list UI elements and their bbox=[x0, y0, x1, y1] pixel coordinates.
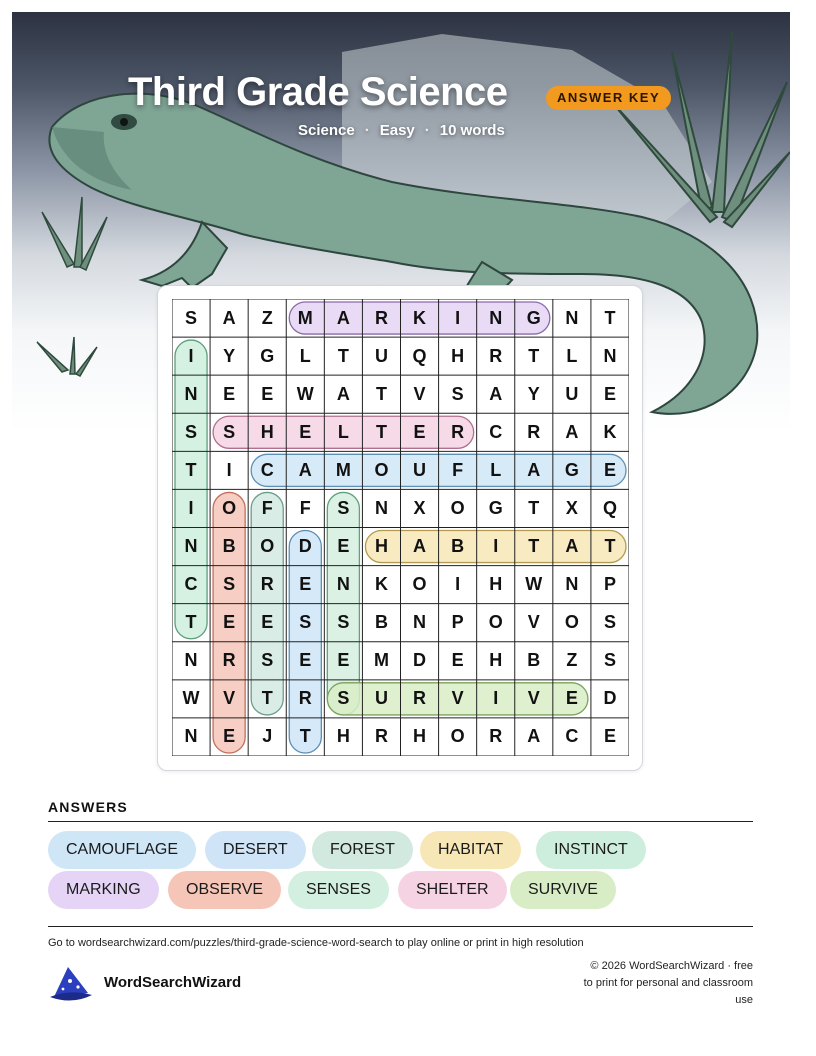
grid-cell[interactable]: L bbox=[337, 421, 349, 442]
grid-cell[interactable]: B bbox=[374, 612, 388, 633]
grid-cell[interactable]: N bbox=[184, 726, 198, 747]
grid-cell[interactable]: R bbox=[260, 574, 274, 595]
grid-cell[interactable]: K bbox=[374, 574, 388, 595]
grid-cell[interactable]: O bbox=[222, 497, 237, 518]
grid-cell[interactable]: T bbox=[604, 536, 616, 557]
answer-pill-shelter: SHELTER bbox=[398, 871, 507, 909]
grid-cell[interactable]: O bbox=[450, 726, 465, 747]
grid-cell[interactable]: P bbox=[603, 574, 616, 595]
grid-cell[interactable]: O bbox=[374, 459, 389, 480]
grid-cell[interactable]: X bbox=[565, 497, 578, 518]
grid-cell[interactable]: E bbox=[299, 574, 312, 595]
grid-cell[interactable]: F bbox=[299, 497, 311, 518]
grid-cell[interactable]: E bbox=[299, 421, 312, 442]
grid-cell[interactable]: R bbox=[413, 688, 427, 709]
grid-cell[interactable]: T bbox=[299, 726, 311, 747]
wizard-hat-icon bbox=[48, 963, 94, 1008]
grid-cell[interactable]: T bbox=[185, 459, 197, 480]
separator-dot: · bbox=[424, 122, 430, 139]
grid-cell[interactable]: Q bbox=[602, 497, 617, 518]
grid-cell[interactable]: E bbox=[261, 612, 274, 633]
grid-cell[interactable]: Z bbox=[566, 650, 578, 671]
grid-cell[interactable]: H bbox=[489, 650, 503, 671]
grid-cell[interactable]: P bbox=[451, 612, 464, 633]
grid-cell[interactable]: S bbox=[603, 612, 616, 633]
grid-cell[interactable]: A bbox=[527, 459, 541, 480]
grid-cell[interactable]: O bbox=[564, 612, 579, 633]
grid-cell[interactable]: N bbox=[374, 497, 388, 518]
grid-cell[interactable]: C bbox=[260, 459, 274, 480]
grid-cell[interactable]: E bbox=[261, 383, 274, 404]
footer-link[interactable]: Go to wordsearchwizard.com/puzzles/third-grade-science-word-search to play online or print in high resolution bbox=[48, 937, 584, 949]
answer-pill-marking: MARKING bbox=[48, 871, 159, 909]
divider bbox=[48, 821, 753, 822]
grid-cell[interactable]: S bbox=[337, 612, 350, 633]
answer-pill-observe: OBSERVE bbox=[168, 871, 281, 909]
grid-cell[interactable]: I bbox=[493, 688, 499, 709]
grid-cell[interactable]: N bbox=[184, 536, 198, 557]
grid-cell[interactable]: G bbox=[260, 345, 275, 366]
grid-cell[interactable]: O bbox=[488, 612, 503, 633]
grid-cell[interactable]: K bbox=[603, 421, 617, 442]
answer-pill-desert: DESERT bbox=[205, 831, 306, 869]
grid-cell[interactable]: T bbox=[604, 307, 616, 328]
grid-cell[interactable]: L bbox=[299, 345, 311, 366]
grid-cell[interactable]: M bbox=[373, 650, 389, 671]
grid-cell[interactable]: R bbox=[374, 726, 388, 747]
grid-cell[interactable]: H bbox=[336, 726, 350, 747]
grid-cell[interactable]: N bbox=[489, 307, 503, 328]
separator-dot: · bbox=[364, 122, 370, 139]
grid-cell[interactable]: U bbox=[413, 459, 427, 480]
grid-cell[interactable]: A bbox=[298, 459, 312, 480]
answer-pill-forest: FOREST bbox=[312, 831, 413, 869]
answer-pill-camouflage: CAMOUFLAGE bbox=[48, 831, 196, 869]
grid-cell[interactable]: R bbox=[374, 307, 388, 328]
grid-cell[interactable]: S bbox=[185, 421, 198, 442]
subject-label: Science bbox=[298, 122, 355, 139]
grid-cell[interactable]: E bbox=[603, 459, 616, 480]
grid-cell[interactable]: H bbox=[489, 574, 503, 595]
word-count-label: 10 words bbox=[439, 122, 505, 139]
grid-cell[interactable]: D bbox=[298, 536, 312, 557]
grid-cell[interactable]: S bbox=[337, 688, 350, 709]
grid-cell[interactable]: E bbox=[565, 688, 578, 709]
grid-cell[interactable]: T bbox=[528, 536, 540, 557]
grid-cell[interactable]: A bbox=[489, 383, 503, 404]
divider bbox=[48, 926, 753, 927]
grid-cell[interactable]: E bbox=[223, 383, 236, 404]
grid-cell[interactable]: V bbox=[527, 688, 540, 709]
grid-cell[interactable]: I bbox=[455, 574, 461, 595]
grid-cell[interactable]: A bbox=[336, 307, 350, 328]
brand-name: WordSearchWizard bbox=[104, 974, 242, 991]
grid-cell[interactable]: T bbox=[375, 383, 387, 404]
grid-cell[interactable]: I bbox=[226, 459, 232, 480]
grid-cell[interactable]: J bbox=[262, 726, 273, 747]
grid-cell[interactable]: N bbox=[603, 345, 617, 366]
grid-cell[interactable]: F bbox=[261, 497, 273, 518]
grid-cell[interactable]: R bbox=[298, 688, 312, 709]
letter-grid bbox=[172, 299, 629, 756]
puzzle-meta bbox=[298, 122, 505, 139]
grid-cell[interactable]: H bbox=[260, 421, 274, 442]
grid-cell[interactable]: R bbox=[489, 726, 503, 747]
answer-pill-survive: SURVIVE bbox=[510, 871, 616, 909]
grid-cell[interactable]: E bbox=[223, 726, 236, 747]
grid-cell[interactable]: L bbox=[490, 459, 502, 480]
grid-cell[interactable]: W bbox=[525, 574, 543, 595]
grid-cell[interactable]: B bbox=[527, 650, 541, 671]
grid-cell[interactable]: N bbox=[565, 307, 579, 328]
grid-cell[interactable]: T bbox=[528, 345, 540, 366]
grid-cell[interactable]: A bbox=[222, 307, 236, 328]
grid-cell[interactable]: F bbox=[452, 459, 464, 480]
grid-cell[interactable]: I bbox=[188, 345, 194, 366]
grid-cell[interactable]: S bbox=[185, 307, 198, 328]
grid-cell[interactable]: V bbox=[223, 688, 236, 709]
grid-cell[interactable]: N bbox=[565, 574, 579, 595]
grid-cell[interactable]: M bbox=[335, 459, 351, 480]
grid-cell[interactable]: T bbox=[261, 688, 273, 709]
grid-cell[interactable]: E bbox=[413, 421, 426, 442]
grid-cell[interactable]: A bbox=[565, 536, 579, 557]
grid-cell[interactable]: O bbox=[260, 536, 275, 557]
grid-cell[interactable]: N bbox=[184, 650, 198, 671]
grid-cell[interactable]: C bbox=[184, 574, 198, 595]
grid-cell[interactable]: Q bbox=[412, 345, 427, 366]
grid-cell[interactable]: D bbox=[603, 688, 617, 709]
grid-cell[interactable]: E bbox=[603, 726, 616, 747]
grid-cell[interactable]: I bbox=[493, 536, 499, 557]
page-title: Third Grade Science bbox=[128, 70, 508, 114]
grid-cell[interactable]: E bbox=[337, 536, 350, 557]
grid-cell[interactable]: N bbox=[413, 612, 427, 633]
grid-cell[interactable]: H bbox=[374, 536, 388, 557]
grid-cell[interactable]: R bbox=[489, 345, 503, 366]
grid-cell[interactable]: W bbox=[296, 383, 314, 404]
grid-cell[interactable]: I bbox=[188, 497, 194, 518]
grid-cell[interactable]: G bbox=[564, 459, 579, 480]
grid-cell[interactable]: A bbox=[413, 536, 427, 557]
grid-cell[interactable]: G bbox=[526, 307, 541, 328]
grid-cell[interactable]: A bbox=[336, 383, 350, 404]
grid-cell[interactable]: B bbox=[222, 536, 236, 557]
grid-cell[interactable]: Y bbox=[527, 383, 540, 404]
grid-cell[interactable]: T bbox=[528, 497, 540, 518]
grid-cell[interactable]: M bbox=[297, 307, 313, 328]
grid-cell[interactable]: T bbox=[337, 345, 349, 366]
grid-cell[interactable]: X bbox=[413, 497, 426, 518]
grid-cell[interactable]: S bbox=[223, 421, 236, 442]
answer-pill-senses: SENSES bbox=[288, 871, 389, 909]
grid-cell[interactable]: O bbox=[450, 497, 465, 518]
grid-cell[interactable]: D bbox=[413, 650, 427, 671]
grid-cell[interactable]: S bbox=[451, 383, 464, 404]
grid-cell[interactable]: U bbox=[565, 383, 579, 404]
grid-cell[interactable]: B bbox=[451, 536, 465, 557]
grid-cell[interactable]: E bbox=[337, 650, 350, 671]
grid-cell[interactable]: I bbox=[455, 307, 461, 328]
grid-cell[interactable]: V bbox=[451, 688, 464, 709]
grid-cell[interactable]: N bbox=[336, 574, 350, 595]
grid-cell[interactable]: Y bbox=[223, 345, 236, 366]
grid-cell[interactable]: C bbox=[565, 726, 579, 747]
grid-cell[interactable]: A bbox=[565, 421, 579, 442]
grid-cell[interactable]: H bbox=[451, 345, 465, 366]
answer-pill-instinct: INSTINCT bbox=[536, 831, 646, 869]
grid-cell[interactable]: E bbox=[603, 383, 616, 404]
copyright-notice: © 2026 WordSearchWizard · free to print for personal and classroom use bbox=[583, 960, 753, 1006]
grid-cell[interactable]: N bbox=[184, 383, 198, 404]
grid-cell[interactable]: S bbox=[223, 574, 236, 595]
grid-cell[interactable]: R bbox=[451, 421, 465, 442]
grid-cell[interactable]: K bbox=[413, 307, 427, 328]
grid-cell[interactable]: W bbox=[182, 688, 200, 709]
answer-key-badge: ANSWER KEY bbox=[546, 86, 671, 110]
grid-cell[interactable]: S bbox=[337, 497, 350, 518]
grid-cell[interactable]: E bbox=[223, 612, 236, 633]
grid-cell[interactable]: R bbox=[222, 650, 236, 671]
grid-cell[interactable]: A bbox=[527, 726, 541, 747]
difficulty-label: Easy bbox=[379, 122, 415, 139]
answers-heading: ANSWERS bbox=[48, 799, 128, 815]
grid-cell[interactable]: C bbox=[489, 421, 503, 442]
grid-cell[interactable]: E bbox=[299, 650, 312, 671]
grid-cell[interactable]: S bbox=[261, 650, 274, 671]
answer-pill-habitat: HABITAT bbox=[420, 831, 521, 869]
grid-cell[interactable]: T bbox=[375, 421, 387, 442]
grid-cell[interactable]: S bbox=[603, 650, 616, 671]
grid-cell[interactable]: U bbox=[374, 345, 388, 366]
grid-cell[interactable]: T bbox=[185, 612, 197, 633]
grid-cell[interactable]: Z bbox=[261, 307, 273, 328]
grid-cell[interactable]: R bbox=[527, 421, 541, 442]
grid-cell[interactable]: L bbox=[566, 345, 578, 366]
grid-cell[interactable]: G bbox=[488, 497, 503, 518]
grid-cell[interactable]: H bbox=[413, 726, 427, 747]
grid-cell[interactable]: V bbox=[527, 612, 540, 633]
grid-cell[interactable]: O bbox=[412, 574, 427, 595]
grid-cell[interactable]: U bbox=[374, 688, 388, 709]
grid-cell[interactable]: S bbox=[299, 612, 312, 633]
grid-cell[interactable]: E bbox=[451, 650, 464, 671]
grid-cell[interactable]: V bbox=[413, 383, 426, 404]
